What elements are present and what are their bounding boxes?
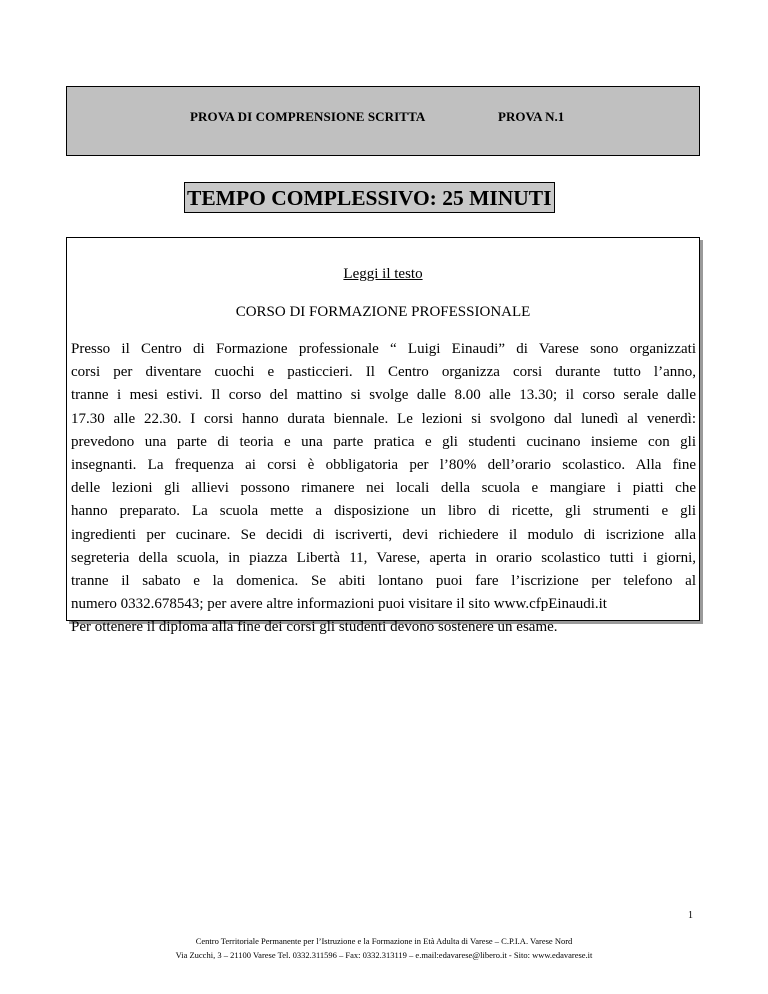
- page-number: 1: [688, 910, 693, 921]
- time-banner: TEMPO COMPLESSIVO: 25 MINUTI: [184, 182, 555, 213]
- passage-line: hanno preparato. La scuola mette a disposizione un libro di ricette, gli strumenti e gli: [71, 503, 696, 520]
- passage-line: segreteria della scuola, in piazza Libertà 11, Varese, aperta in orario scolastico tutti i giorni,: [71, 549, 696, 566]
- passage-line: numero 0332.678543; per avere altre informazioni puoi visitare il sito www.cfpEinaudi.it: [71, 596, 607, 613]
- passage-line: Presso il Centro di Formazione professionale “ Luigi Einaudi” di Varese sono organizzati: [71, 341, 696, 357]
- passage-line: corsi per diventare cuochi e pasticcieri. Il Centro organizza corsi durante tutto l’anno,: [71, 364, 696, 381]
- reading-passage: [71, 338, 696, 640]
- test-number: PROVA N.1: [498, 109, 565, 124]
- header-box: [66, 86, 700, 156]
- footer-contacts: Via Zucchi, 3 – 21100 Varese Tel. 0332.311596 – Fax: 0332.313119 – e.mail:edavarese@libero.it - Sito: www.edavarese.it: [175, 950, 593, 960]
- passage-line: prevedono una parte di teoria e una parte pratica e gli studenti cucinano insieme con gli: [71, 433, 696, 450]
- passage-line: insegnanti. La frequenza ai corsi è obbligatoria per l’80% dell’orario scolastico. Alla fine: [71, 457, 696, 474]
- passage-line: delle lezioni gli allievi possono rimanere nei locali della scuola e mangiare i piatti che: [71, 480, 696, 497]
- footer-institution: Centro Territoriale Permanente per l’Istruzione e la Formazione in Età Adulta di Varese – C.P.I.A. Varese Nord: [195, 936, 573, 946]
- passage-line: tranne il sabato e la domenica. Se abiti lontano puoi fare l’iscrizione per telefono al: [71, 573, 696, 590]
- passage-line: 17.30 alle 22.30. I corsi hanno durata biennale. Le lezioni si svolgono dal lunedì al venerdì:: [71, 410, 696, 427]
- passage-line: Per ottenere il diploma alla fine dei corsi gli studenti devono sostenere un esame.: [71, 619, 558, 636]
- passage-line: ingredienti per cucinare. Se decidi di iscriverti, devi richiedere il modulo di iscrizione alla: [71, 526, 696, 543]
- test-title: PROVA DI COMPRENSIONE SCRITTA: [190, 109, 426, 124]
- passage-line: tranne i mesi estivi. Il corso del mattino si svolge dalle 8.00 alle 13.30; il corso serale dalle: [71, 387, 696, 404]
- course-title: CORSO DI FORMAZIONE PROFESSIONALE: [235, 304, 531, 320]
- reading-instruction: Leggi il testo: [343, 266, 423, 282]
- reading-text-box: [66, 237, 700, 636]
